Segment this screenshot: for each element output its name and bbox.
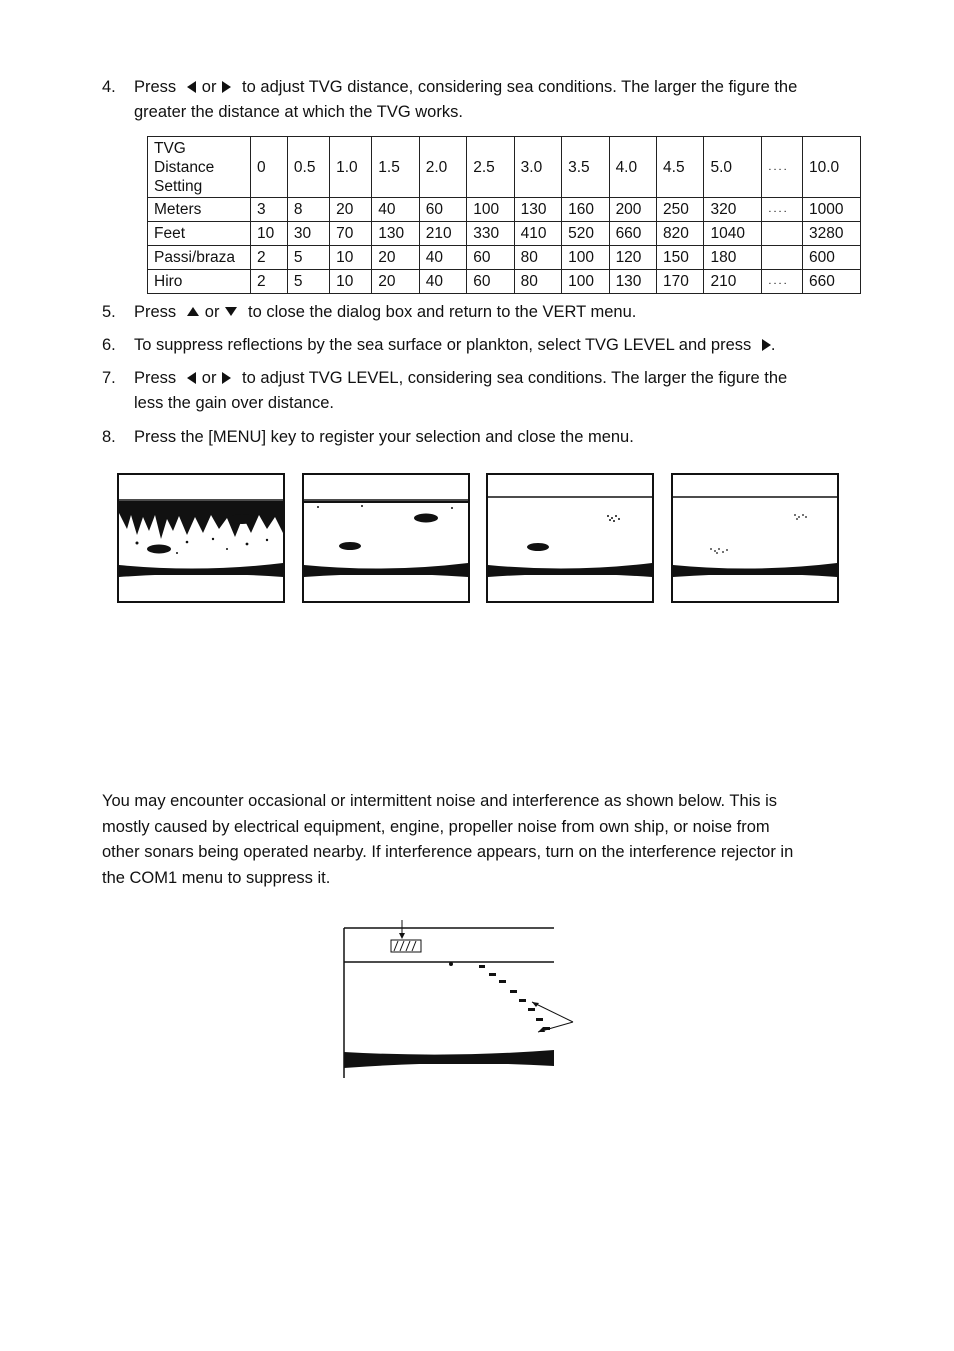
table-cell: 2 <box>251 270 288 294</box>
step-text: to adjust TVG distance, considering sea conditions. The larger the figure the <box>242 78 798 96</box>
interference-illustration <box>340 918 580 1088</box>
table-cell: 3.0 <box>514 137 561 198</box>
table-cell: 10.0 <box>802 137 860 198</box>
step-text: Press <box>134 303 177 321</box>
table-cell: 410 <box>514 222 561 246</box>
table-cell: 5 <box>287 246 329 270</box>
table-cell: 180 <box>704 246 762 270</box>
table-cell: 1000 <box>802 198 860 222</box>
paragraph-line: other sonars being operated nearby. If interference appears, turn on the interference rejector in <box>102 843 794 861</box>
table-cell: 5.0 <box>704 137 762 198</box>
table-cell: 5 <box>287 270 329 294</box>
table-cell <box>762 222 803 246</box>
step-number: 6. <box>102 336 116 354</box>
paragraph-line: mostly caused by electrical equipment, engine, propeller noise from own ship, or noise from <box>102 817 770 836</box>
table-cell: 4.0 <box>609 137 656 198</box>
table-cell: 70 <box>330 222 372 246</box>
step-text: Press <box>134 369 177 387</box>
step-8 <box>102 425 862 450</box>
table-cell: 3280 <box>802 222 860 246</box>
table-cell: .... <box>762 270 803 294</box>
table-cell: 40 <box>419 246 466 270</box>
step-text: . <box>770 336 776 354</box>
table-cell: 330 <box>467 222 514 246</box>
step-7 <box>102 366 862 416</box>
table-cell: 170 <box>657 270 704 294</box>
table-cell: 80 <box>514 270 561 294</box>
table-cell: 250 <box>657 198 704 222</box>
step-number: 7. <box>102 369 116 387</box>
table-cell: 100 <box>562 270 609 294</box>
table-cell <box>762 246 803 270</box>
table-row <box>148 137 861 198</box>
table-cell: 130 <box>609 270 656 294</box>
table-cell: 3.5 <box>562 137 609 198</box>
step-5 <box>102 300 862 325</box>
table-cell: 30 <box>287 222 329 246</box>
table-row <box>148 198 861 222</box>
up-arrow-icon <box>187 307 199 316</box>
table-row-label: Hiro <box>148 270 251 294</box>
step-text: or <box>204 303 220 321</box>
left-arrow-icon <box>187 81 196 93</box>
table-cell: 100 <box>467 198 514 222</box>
table-cell: 60 <box>467 246 514 270</box>
table-cell: 0 <box>251 137 288 198</box>
echogram-panel-2 <box>302 473 468 601</box>
table-cell: 20 <box>330 198 372 222</box>
table-cell: 210 <box>419 222 466 246</box>
table-cell: 10 <box>330 270 372 294</box>
left-arrow-icon <box>187 372 196 384</box>
table-cell: 4.5 <box>657 137 704 198</box>
table-row <box>148 246 861 270</box>
table-cell: 660 <box>802 270 860 294</box>
step-text: greater the distance at which the TVG works. <box>134 103 463 121</box>
step-text: less the gain over distance. <box>134 394 334 412</box>
step-text: Press <box>134 78 177 96</box>
down-arrow-icon <box>225 307 237 316</box>
table-cell: 600 <box>802 246 860 270</box>
tvg-distance-table <box>147 136 861 294</box>
step-number: 5. <box>102 303 116 321</box>
step-text: or <box>201 369 217 387</box>
table-cell: .... <box>762 198 803 222</box>
step-text: or <box>201 78 217 96</box>
table-cell: 160 <box>562 198 609 222</box>
echogram-panel-1 <box>117 473 283 601</box>
interference-paragraph <box>102 789 862 891</box>
table-cell: 60 <box>467 270 514 294</box>
table-cell: 130 <box>372 222 419 246</box>
table-row-label: Feet <box>148 222 251 246</box>
table-cell: 210 <box>704 270 762 294</box>
right-arrow-icon <box>222 81 231 93</box>
step-4 <box>102 75 862 125</box>
step-number: 8. <box>102 428 116 446</box>
table-cell: 120 <box>609 246 656 270</box>
table-cell: 2 <box>251 246 288 270</box>
table-cell: 60 <box>419 198 466 222</box>
table-cell: 820 <box>657 222 704 246</box>
table-cell: 10 <box>251 222 288 246</box>
table-cell: 40 <box>372 198 419 222</box>
right-arrow-icon <box>762 339 771 351</box>
table-row-label: Meters <box>148 198 251 222</box>
table-cell: 150 <box>657 246 704 270</box>
table-row <box>148 270 861 294</box>
table-cell: 3 <box>251 198 288 222</box>
table-row <box>148 222 861 246</box>
table-cell: 0.5 <box>287 137 329 198</box>
table-cell: 100 <box>562 246 609 270</box>
table-cell: 8 <box>287 198 329 222</box>
table-cell: 40 <box>419 270 466 294</box>
table-cell: 1.0 <box>330 137 372 198</box>
table-cell: 520 <box>562 222 609 246</box>
step-text: Press the [MENU] key to register your selection and close the menu. <box>134 428 634 446</box>
table-cell: 1040 <box>704 222 762 246</box>
table-cell: 20 <box>372 246 419 270</box>
table-cell: 200 <box>609 198 656 222</box>
step-6 <box>102 333 862 358</box>
table-header-cell: TVG Distance Setting <box>148 137 251 198</box>
table-cell: .... <box>762 137 803 198</box>
step-text: To suppress reflections by the sea surface or plankton, select TVG LEVEL and press <box>134 336 752 354</box>
table-cell: 130 <box>514 198 561 222</box>
echogram-panel-3 <box>486 473 652 601</box>
echogram-panel-4 <box>671 473 837 601</box>
table-row-label: Passi/braza <box>148 246 251 270</box>
table-cell: 1.5 <box>372 137 419 198</box>
table-cell: 80 <box>514 246 561 270</box>
table-cell: 2.0 <box>419 137 466 198</box>
step-text: to adjust TVG LEVEL, considering sea conditions. The larger the figure the <box>242 369 788 387</box>
table-cell: 10 <box>330 246 372 270</box>
step-number: 4. <box>102 78 116 96</box>
table-cell: 2.5 <box>467 137 514 198</box>
table-cell: 320 <box>704 198 762 222</box>
step-text: to close the dialog box and return to the VERT menu. <box>248 303 637 321</box>
right-arrow-icon <box>222 372 231 384</box>
paragraph-line: You may encounter occasional or intermittent noise and interference as shown below. This is <box>102 792 778 810</box>
paragraph-line: the COM1 menu to suppress it. <box>102 868 331 887</box>
table-cell: 660 <box>609 222 656 246</box>
table-cell: 20 <box>372 270 419 294</box>
